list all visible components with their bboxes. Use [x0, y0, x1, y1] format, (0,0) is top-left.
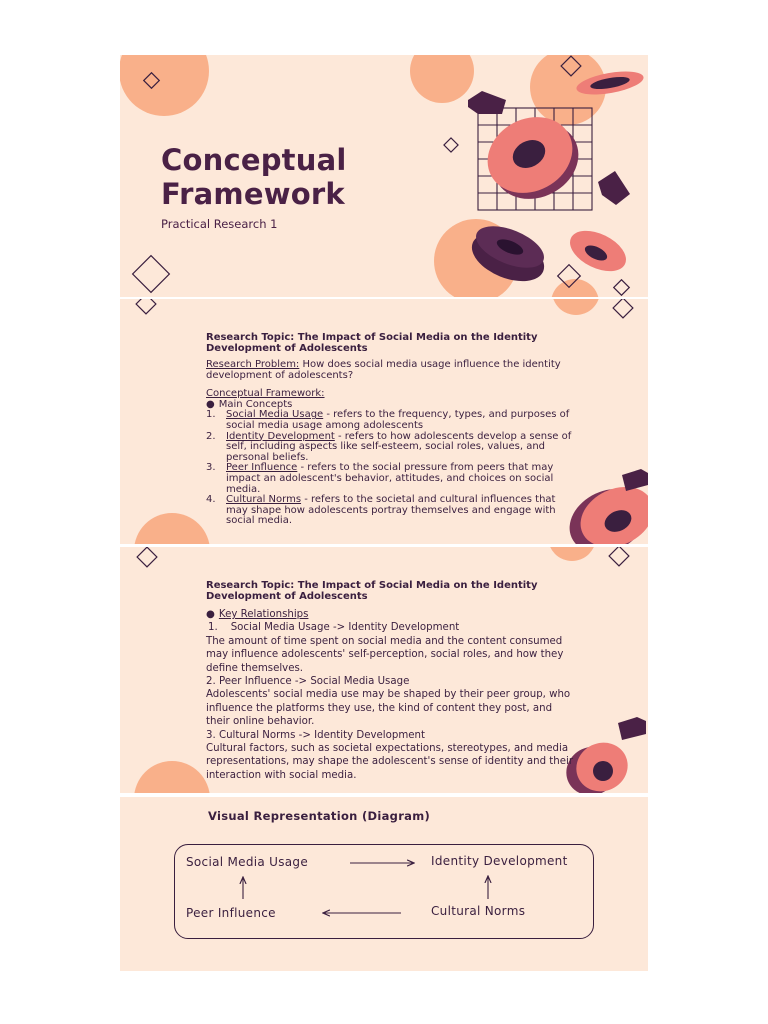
research-topic: Research Topic: The Impact of Social Media on the Identity Development of Adolescents	[206, 332, 538, 354]
title-slide	[120, 55, 648, 297]
relationships-slide	[120, 547, 648, 793]
research-problem	[206, 360, 578, 381]
list-item: 4. Cultural Norms - refers to the societal and cultural influences that may shape how adolescents portray themselves and engage with social media.	[206, 494, 556, 527]
concepts-slide	[120, 299, 648, 544]
research-topic: Research Topic: The Impact of Social Media on the Identity Development of Adolescents	[206, 580, 538, 602]
key-relationships-heading: ● Key Relationships	[206, 609, 309, 620]
relationship-2-title: 2. Peer Influence -> Social Media Usage	[206, 676, 410, 688]
framework-heading: Conceptual Framework:	[206, 388, 325, 400]
node-cultural-norms: Cultural Norms	[431, 904, 526, 918]
main-concepts-heading: ● Main Concepts	[206, 398, 293, 410]
relationship-3-title: 3. Cultural Norms -> Identity Development	[206, 729, 425, 741]
concepts-content	[206, 332, 578, 527]
slide-title: Conceptual Framework	[161, 143, 347, 211]
slide-subtitle: Practical Research 1	[161, 217, 278, 231]
relationships-content	[206, 580, 578, 782]
research-problem-label: Research Problem:	[206, 359, 300, 370]
concept-list	[206, 410, 578, 527]
node-social-media-usage: Social Media Usage	[186, 855, 309, 869]
relationship-3-text: Cultural factors, such as societal expectations, stereotypes, and media representations, may shape the adolescent's sense of identity and their interaction with social media.	[206, 743, 574, 781]
diagram-slide	[120, 797, 648, 971]
bullet-icon: ●	[206, 398, 215, 410]
diagram-title: Visual Representation (Diagram)	[208, 809, 431, 823]
list-item: 1. Social Media Usage - refers to the frequency, types, and purposes of social media usage among adolescents	[206, 409, 570, 431]
relationship-2-text: Adolescents' social media use may be shaped by their peer group, who influence the platforms they use, the kind of content they post, and their online behavior.	[206, 689, 571, 728]
relationship-1-text: The amount of time spent on social media and the content consumed may influence adolescents' self-perception, social roles, and how they define themselves.	[206, 635, 564, 674]
relationship-1-title: 1. Social Media Usage -> Identity Development	[208, 622, 460, 634]
node-peer-influence: Peer Influence	[186, 906, 276, 920]
node-identity-development: Identity Development	[431, 854, 568, 868]
bullet-icon: ●	[206, 609, 215, 620]
research-problem-text: How does social media usage influence the identity development of adolescents?	[206, 359, 561, 381]
list-item: 3. Peer Influence - refers to the social pressure from peers that may impact an adolescent's behavior, attitudes, and choices on social media.	[206, 462, 554, 495]
list-item: 2. Identity Development - refers to how adolescents develop a sense of self, including aspects like self-esteem, social roles, values, and personal beliefs.	[206, 430, 572, 463]
